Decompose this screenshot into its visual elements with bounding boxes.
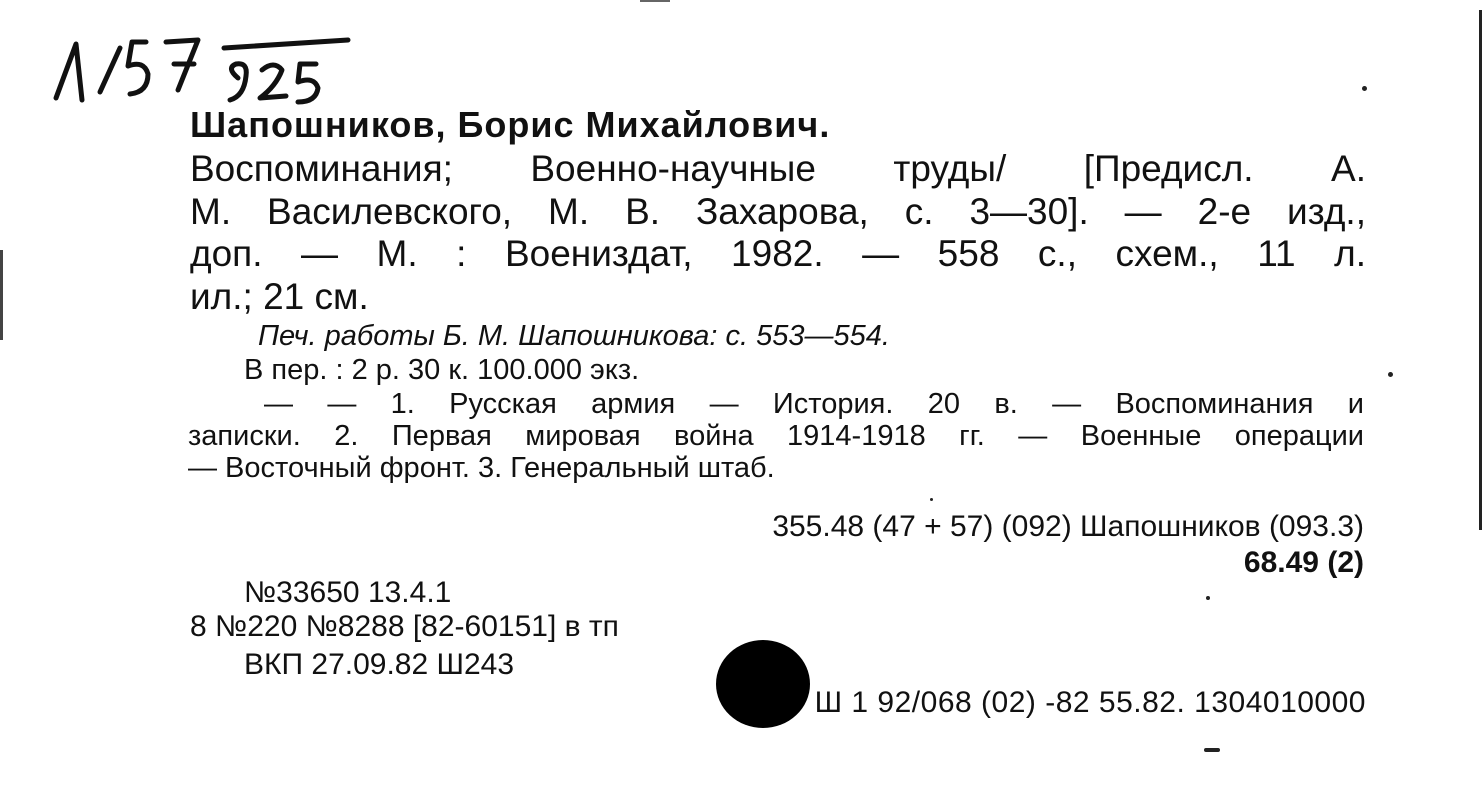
- publisher-code-line: Ш 1 92/068 (02) -82 55.82. 1304010000: [814, 686, 1366, 719]
- bbk-index: 68.49 (2): [1243, 546, 1364, 579]
- speck: [1206, 596, 1210, 600]
- speck: [1388, 372, 1393, 377]
- subject-headings: [188, 388, 1364, 484]
- main-description: [190, 148, 1366, 318]
- description-line: ил.; 21 см.: [190, 275, 369, 317]
- speck: [1362, 86, 1367, 91]
- description-line: Воспоминания; Военно-научные труды/ [Предисл. А.: [190, 148, 1366, 189]
- vkp-code: ВКП 27.09.82 Ш243: [244, 648, 515, 681]
- ink-blot: [716, 640, 810, 728]
- card-edge-right: [1473, 10, 1482, 530]
- subject-line: — Восточный фронт. 3. Генеральный штаб.: [188, 452, 775, 484]
- handwritten-shelf-number: [48, 20, 378, 110]
- description-line: доп. — М. : Воениздат, 1982. — 558 с., схем., 11 л.: [190, 233, 1366, 274]
- price-note: В пер. : 2 р. 30 к. 100.000 экз.: [244, 354, 640, 386]
- registration-number: №33650 13.4.1: [244, 576, 452, 609]
- works-note: Печ. работы Б. М. Шапошникова: с. 553—554.: [258, 320, 890, 352]
- subject-line: записки. 2. Первая мировая война 1914-1918 гг. — Военные операции: [188, 420, 1364, 452]
- udc-index: 355.48 (47 + 57) (092) Шапошников (093.3): [772, 510, 1364, 543]
- subject-line: — — 1. Русская армия — История. 20 в. — Воспоминания и: [264, 388, 1364, 420]
- speck: [930, 498, 933, 501]
- description-line: М. Василевского, М. В. Захарова, с. 3—30]. — 2-е изд.,: [190, 190, 1366, 232]
- card-edge-top: [640, 0, 670, 2]
- card-edge-left: [0, 250, 3, 340]
- speck: [1204, 748, 1220, 752]
- print-info: 8 №220 №8288 [82-60151] в тп: [190, 610, 619, 643]
- author-heading: Шапошников, Борис Михайлович.: [190, 104, 831, 145]
